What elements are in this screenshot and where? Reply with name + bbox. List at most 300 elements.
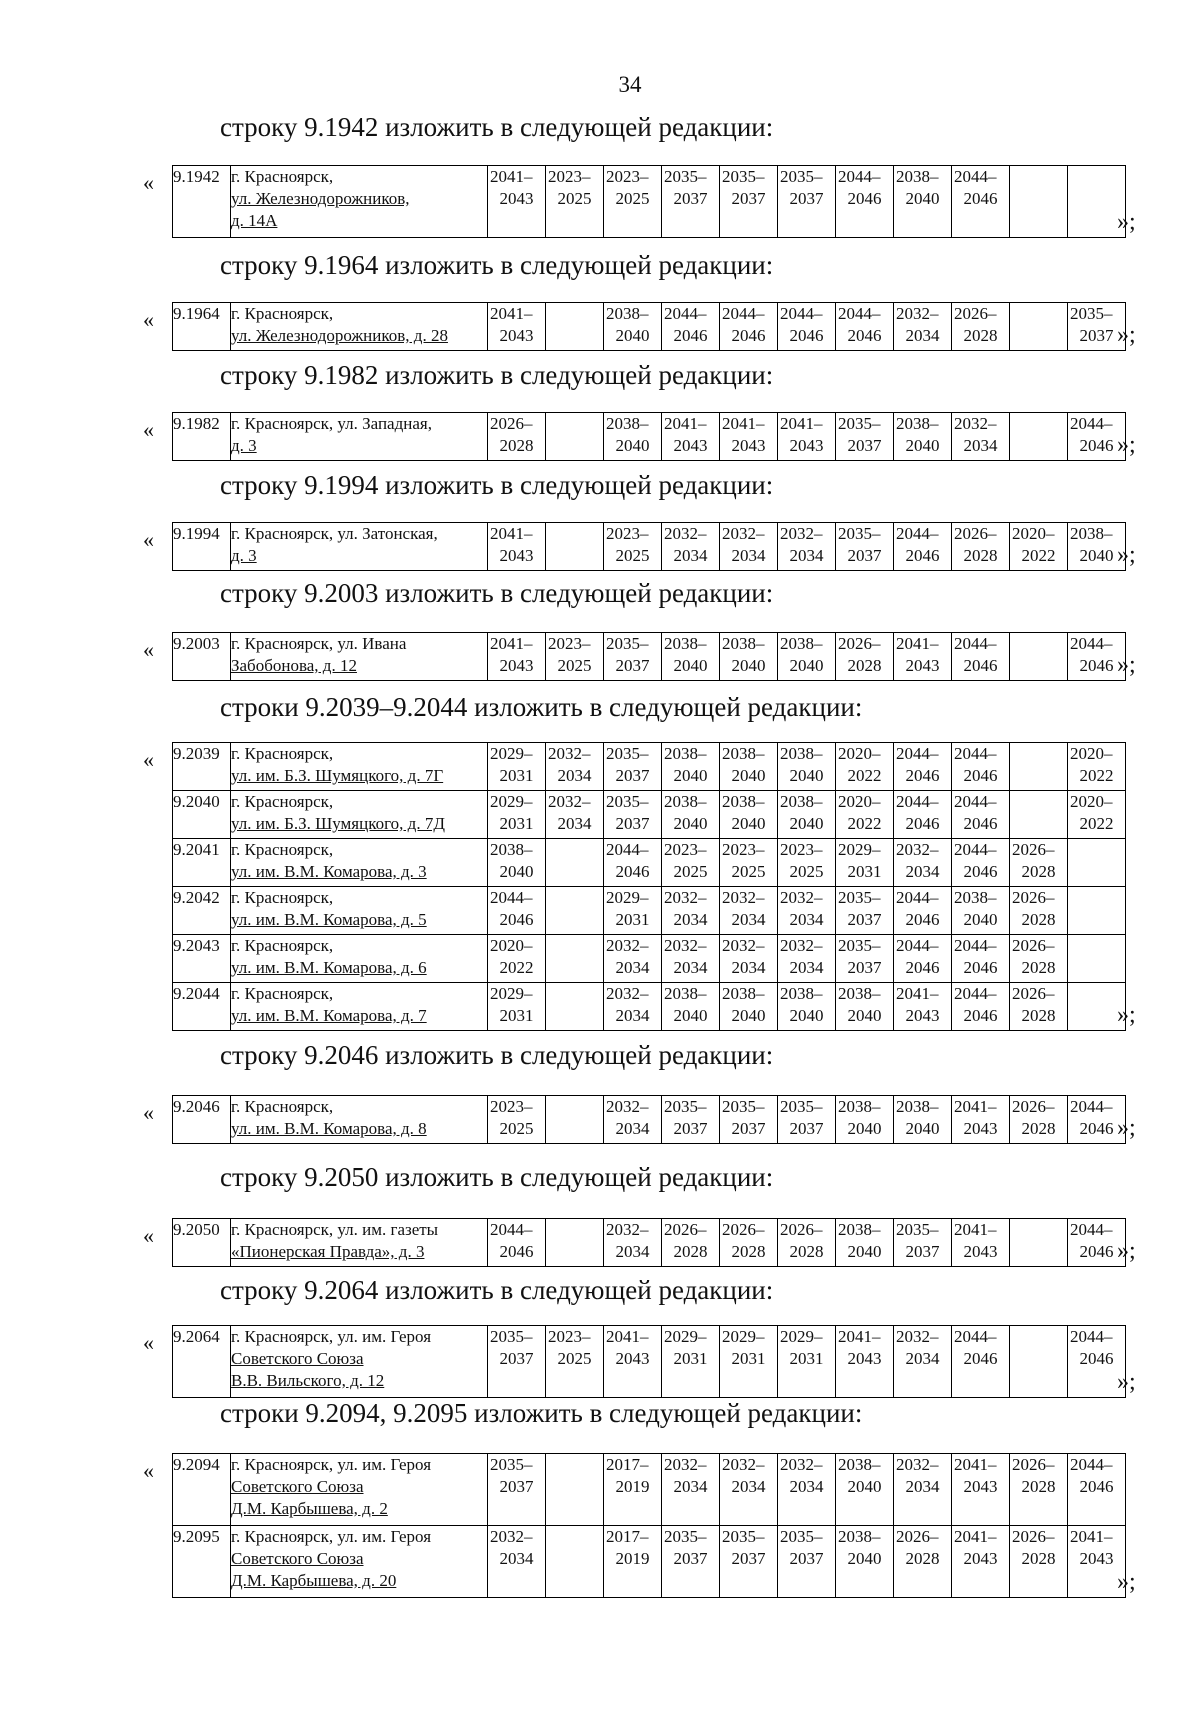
year-cell	[604, 983, 662, 1031]
address-line: В.В. Вильского, д. 12	[231, 1371, 385, 1390]
year-start: 2023–	[548, 167, 591, 186]
row-code: 9.2050	[173, 1219, 231, 1267]
year-end	[1010, 325, 1067, 347]
year-end: 2037	[615, 656, 650, 675]
address-line: Забобонова, д. 12	[231, 656, 357, 675]
year-end: 2046	[1079, 1349, 1114, 1368]
year-start: 2026–	[664, 1220, 707, 1239]
year-cell	[952, 1326, 1010, 1398]
year-end	[1010, 188, 1067, 210]
amendment-table	[172, 1325, 1126, 1398]
year-cell	[1010, 743, 1068, 791]
year-end: 2046	[963, 656, 998, 675]
year-start: 2038–	[490, 840, 533, 859]
year-start: 2023–	[780, 840, 823, 859]
year-end: 2034	[963, 436, 998, 455]
year-start: 2044–	[490, 1220, 533, 1239]
year-start: 2020–	[838, 744, 881, 763]
year-cell	[836, 1096, 894, 1144]
year-end: 2043	[963, 1549, 998, 1568]
year-start: 2029–	[490, 984, 533, 1003]
year-end: 2037	[673, 189, 708, 208]
year-cell	[604, 743, 662, 791]
address-line: г. Красноярск,	[231, 936, 334, 955]
year-start: 2020–	[838, 792, 881, 811]
year-cell	[836, 523, 894, 571]
year-cell	[604, 413, 662, 461]
year-start: 2026–	[954, 304, 997, 323]
year-end	[1010, 1348, 1067, 1370]
year-start: 2029–	[780, 1327, 823, 1346]
year-start: 2020–	[1012, 524, 1055, 543]
year-cell	[778, 1526, 836, 1598]
year-cell	[488, 1096, 546, 1144]
year-end: 2046	[847, 326, 882, 345]
year-start: 2038–	[838, 1527, 881, 1546]
year-start: 2044–	[954, 936, 997, 955]
year-end: 2043	[499, 189, 534, 208]
table-row	[173, 935, 1126, 983]
year-start: 2023–	[548, 1327, 591, 1346]
section-heading: строку 9.1942 изложить в следующей редакции:	[220, 112, 774, 142]
year-start: 2038–	[954, 888, 997, 907]
year-cell	[546, 633, 604, 681]
year-end: 2037	[789, 1119, 824, 1138]
year-cell	[546, 839, 604, 887]
year-cell	[1068, 791, 1126, 839]
year-end	[546, 1548, 603, 1570]
year-start: 2044–	[664, 304, 707, 323]
year-cell	[1010, 1326, 1068, 1398]
year-cell	[836, 983, 894, 1031]
row-code: 9.1942	[173, 166, 231, 238]
year-start: 2032–	[664, 1455, 707, 1474]
year-cell	[720, 935, 778, 983]
section-heading: строки 9.2039–9.2044 изложить в следующей редакции:	[220, 692, 863, 722]
amendment-table	[172, 632, 1126, 681]
year-start: 2041–	[838, 1327, 881, 1346]
year-end: 2046	[673, 326, 708, 345]
year-end	[546, 1005, 603, 1027]
year-end: 2046	[1079, 1477, 1114, 1496]
year-end: 2037	[731, 1119, 766, 1138]
year-cell	[488, 791, 546, 839]
year-start: 2038–	[722, 984, 765, 1003]
year-cell	[662, 413, 720, 461]
address-line: г. Красноярск,	[231, 840, 334, 859]
year-cell	[1068, 1454, 1126, 1526]
year-start: 2041–	[954, 1527, 997, 1546]
year-cell	[604, 887, 662, 935]
year-end: 2043	[905, 656, 940, 675]
close-quote: »;	[1117, 432, 1136, 458]
year-end: 2046	[905, 766, 940, 785]
year-cell	[546, 166, 604, 238]
close-quote: »;	[1117, 652, 1136, 678]
year-cell	[546, 1326, 604, 1398]
close-quote: »;	[1117, 1238, 1136, 1264]
year-start: 2035–	[606, 792, 649, 811]
year-cell	[1010, 166, 1068, 238]
open-quote: «	[143, 1330, 154, 1355]
year-end: 2037	[673, 1549, 708, 1568]
year-end: 2040	[615, 436, 650, 455]
year-cell	[836, 1454, 894, 1526]
year-cell	[720, 887, 778, 935]
year-cell	[546, 1096, 604, 1144]
year-start	[546, 935, 603, 957]
year-end: 2028	[1021, 910, 1056, 929]
year-cell	[720, 791, 778, 839]
year-cell	[662, 791, 720, 839]
year-cell	[778, 1096, 836, 1144]
table-row	[173, 1219, 1126, 1267]
year-end: 2028	[963, 326, 998, 345]
year-cell	[720, 1454, 778, 1526]
year-start: 2044–	[838, 304, 881, 323]
year-start: 2032–	[896, 1327, 939, 1346]
amendment-table	[172, 1453, 1126, 1598]
year-cell	[604, 166, 662, 238]
year-end: 2028	[905, 1549, 940, 1568]
address-line: ул. им. В.М. Комарова, д. 7	[231, 1006, 427, 1025]
year-cell	[894, 887, 952, 935]
year-end: 2034	[789, 1477, 824, 1496]
close-quote: »;	[1117, 1569, 1136, 1595]
year-start	[546, 1454, 603, 1476]
year-cell	[952, 1454, 1010, 1526]
year-end: 2040	[789, 1006, 824, 1025]
year-start	[1068, 887, 1125, 909]
year-end: 2031	[499, 1006, 534, 1025]
year-end: 2037	[731, 1549, 766, 1568]
year-start: 2035–	[664, 1097, 707, 1116]
section-heading: строки 9.2094, 9.2095 изложить в следующей редакции:	[220, 1398, 863, 1428]
year-start: 2035–	[838, 414, 881, 433]
year-start: 2041–	[954, 1097, 997, 1116]
year-cell	[894, 166, 952, 238]
year-end: 2022	[1079, 814, 1114, 833]
table-row	[173, 413, 1126, 461]
year-end: 2031	[789, 1349, 824, 1368]
year-end: 2028	[499, 436, 534, 455]
address-line: г. Красноярск, ул. Затонская,	[231, 524, 438, 543]
year-end: 2040	[847, 1006, 882, 1025]
year-end: 2034	[789, 958, 824, 977]
address-line: Советского Союза	[231, 1477, 364, 1496]
year-start: 2038–	[896, 414, 939, 433]
amendment-table	[172, 302, 1126, 351]
row-code: 9.1964	[173, 303, 231, 351]
year-start: 2026–	[780, 1220, 823, 1239]
table-row	[173, 1526, 1126, 1598]
year-end: 2046	[905, 910, 940, 929]
year-start: 2035–	[664, 167, 707, 186]
year-start: 2035–	[780, 1097, 823, 1116]
address-line: д. 3	[231, 436, 257, 455]
row-code: 9.2094	[173, 1454, 231, 1526]
year-cell	[604, 523, 662, 571]
row-address	[231, 1096, 488, 1144]
year-end: 2022	[499, 958, 534, 977]
year-cell	[720, 413, 778, 461]
row-code: 9.2046	[173, 1096, 231, 1144]
open-quote: «	[143, 1100, 154, 1125]
year-cell	[778, 1219, 836, 1267]
year-end: 2040	[499, 862, 534, 881]
year-cell	[1010, 413, 1068, 461]
year-end: 2028	[789, 1242, 824, 1261]
year-end: 2034	[731, 1477, 766, 1496]
year-cell	[604, 303, 662, 351]
year-end: 2025	[499, 1119, 534, 1138]
year-end: 2034	[905, 862, 940, 881]
year-start: 2038–	[722, 744, 765, 763]
year-start: 2044–	[1070, 1455, 1113, 1474]
year-cell	[952, 839, 1010, 887]
year-cell	[894, 1326, 952, 1398]
year-start: 2044–	[896, 888, 939, 907]
year-end: 2031	[847, 862, 882, 881]
year-end: 2037	[905, 1242, 940, 1261]
open-quote: «	[143, 170, 154, 195]
year-end: 2025	[615, 546, 650, 565]
year-cell	[662, 523, 720, 571]
year-start	[1010, 1219, 1067, 1241]
address-line: г. Красноярск,	[231, 792, 334, 811]
year-cell	[604, 1526, 662, 1598]
year-cell	[662, 887, 720, 935]
open-quote: «	[143, 1458, 154, 1483]
year-cell	[662, 743, 720, 791]
amendment-table	[172, 1095, 1126, 1144]
year-cell	[836, 887, 894, 935]
year-cell	[662, 1326, 720, 1398]
year-end: 2046	[1079, 1119, 1114, 1138]
year-start: 2038–	[780, 744, 823, 763]
year-start: 2017–	[606, 1455, 649, 1474]
year-cell	[1010, 839, 1068, 887]
table-row	[173, 743, 1126, 791]
row-code: 9.2003	[173, 633, 231, 681]
year-cell	[488, 1454, 546, 1526]
year-start: 2020–	[490, 936, 533, 955]
year-start: 2026–	[1012, 1455, 1055, 1474]
year-start: 2038–	[664, 744, 707, 763]
year-cell	[720, 1326, 778, 1398]
year-start	[1068, 839, 1125, 861]
address-line: г. Красноярск, ул. Ивана	[231, 634, 407, 653]
row-address	[231, 1326, 488, 1398]
year-end: 2037	[847, 910, 882, 929]
year-start: 2029–	[838, 840, 881, 859]
year-start: 2041–	[722, 414, 765, 433]
year-start: 2044–	[896, 936, 939, 955]
year-cell	[778, 839, 836, 887]
row-code: 9.2043	[173, 935, 231, 983]
year-start: 2029–	[606, 888, 649, 907]
amendment-table	[172, 165, 1126, 238]
year-cell	[488, 1526, 546, 1598]
year-end: 2028	[1021, 958, 1056, 977]
row-address	[231, 523, 488, 571]
year-cell	[894, 523, 952, 571]
year-start: 2038–	[896, 167, 939, 186]
year-start	[1068, 935, 1125, 957]
year-end: 2019	[615, 1549, 650, 1568]
year-cell	[662, 1219, 720, 1267]
year-start: 2029–	[490, 744, 533, 763]
year-cell	[836, 743, 894, 791]
year-start: 2035–	[490, 1327, 533, 1346]
year-start	[1010, 743, 1067, 765]
year-cell	[778, 166, 836, 238]
year-end: 2034	[499, 1549, 534, 1568]
year-cell	[488, 743, 546, 791]
year-end: 2040	[789, 814, 824, 833]
year-cell	[952, 523, 1010, 571]
year-start: 2026–	[1012, 1097, 1055, 1116]
year-start: 2023–	[548, 634, 591, 653]
year-end: 2034	[905, 326, 940, 345]
year-end: 2037	[499, 1477, 534, 1496]
row-address	[231, 413, 488, 461]
address-line: д. 3	[231, 546, 257, 565]
year-end	[546, 909, 603, 931]
year-start	[546, 1219, 603, 1241]
year-start: 2032–	[722, 1455, 765, 1474]
year-end: 2022	[847, 766, 882, 785]
table-row	[173, 303, 1126, 351]
year-end: 2037	[789, 1549, 824, 1568]
year-start: 2032–	[664, 888, 707, 907]
year-start: 2026–	[490, 414, 533, 433]
address-line: г. Красноярск, ул. им. газеты	[231, 1220, 439, 1239]
year-start: 2044–	[722, 304, 765, 323]
year-cell	[836, 633, 894, 681]
year-cell	[894, 1096, 952, 1144]
year-start: 2038–	[664, 984, 707, 1003]
year-cell	[1010, 1096, 1068, 1144]
year-cell	[952, 166, 1010, 238]
year-end: 2046	[905, 814, 940, 833]
year-start: 2041–	[490, 634, 533, 653]
year-end: 2037	[499, 1349, 534, 1368]
year-start: 2032–	[780, 524, 823, 543]
year-start: 2041–	[780, 414, 823, 433]
year-start	[1010, 166, 1067, 188]
address-line: ул. им. Б.З. Шумяцкого, д. 7Г	[231, 766, 444, 785]
year-cell	[836, 839, 894, 887]
year-start	[1010, 303, 1067, 325]
year-cell	[1010, 791, 1068, 839]
year-start: 2044–	[896, 744, 939, 763]
year-cell	[488, 1219, 546, 1267]
year-cell	[546, 743, 604, 791]
row-code: 9.2064	[173, 1326, 231, 1398]
year-end: 2022	[1021, 546, 1056, 565]
year-cell	[488, 523, 546, 571]
year-end	[1068, 957, 1125, 979]
address-line: г. Красноярск, ул. им. Героя	[231, 1455, 432, 1474]
year-cell	[1010, 1219, 1068, 1267]
year-end	[1068, 188, 1125, 210]
year-cell	[604, 935, 662, 983]
year-cell	[836, 166, 894, 238]
year-cell	[1068, 743, 1126, 791]
year-start: 2026–	[1012, 936, 1055, 955]
year-start: 2026–	[1012, 840, 1055, 859]
year-cell	[488, 887, 546, 935]
year-start: 2029–	[664, 1327, 707, 1346]
address-line: г. Красноярск,	[231, 984, 334, 1003]
year-cell	[604, 1454, 662, 1526]
open-quote: «	[143, 637, 154, 662]
amendment-table	[172, 412, 1126, 461]
year-cell	[604, 1326, 662, 1398]
page-number: 34	[618, 72, 642, 97]
year-start: 2038–	[722, 792, 765, 811]
year-start: 2044–	[606, 840, 649, 859]
year-start: 2020–	[1070, 792, 1113, 811]
year-cell	[488, 166, 546, 238]
year-start: 2044–	[780, 304, 823, 323]
year-start: 2044–	[1070, 1097, 1113, 1116]
year-cell	[836, 1526, 894, 1598]
year-start: 2032–	[606, 1097, 649, 1116]
year-start: 2035–	[838, 936, 881, 955]
year-end: 2040	[673, 814, 708, 833]
year-cell	[720, 523, 778, 571]
year-end	[1010, 765, 1067, 787]
year-start: 2026–	[838, 634, 881, 653]
year-cell	[894, 983, 952, 1031]
table-row	[173, 983, 1126, 1031]
year-start: 2023–	[606, 167, 649, 186]
year-end: 2046	[1079, 436, 1114, 455]
year-cell	[836, 413, 894, 461]
year-start: 2041–	[490, 167, 533, 186]
row-address	[231, 935, 488, 983]
year-end	[546, 1118, 603, 1140]
year-start: 2038–	[780, 792, 823, 811]
row-code: 9.2041	[173, 839, 231, 887]
year-start: 2035–	[780, 167, 823, 186]
year-start: 2035–	[838, 888, 881, 907]
year-end: 2043	[847, 1349, 882, 1368]
year-cell	[778, 791, 836, 839]
year-start: 2041–	[896, 634, 939, 653]
address-line: г. Красноярск, ул. им. Героя	[231, 1527, 432, 1546]
year-start: 2032–	[954, 414, 997, 433]
close-quote: »;	[1117, 209, 1136, 235]
year-end: 2043	[499, 546, 534, 565]
year-start: 2044–	[954, 792, 997, 811]
year-start: 2044–	[954, 1327, 997, 1346]
year-cell	[546, 935, 604, 983]
year-cell	[720, 303, 778, 351]
table-row	[173, 166, 1126, 238]
year-end: 2025	[731, 862, 766, 881]
year-start: 2044–	[954, 984, 997, 1003]
year-start: 2035–	[722, 1527, 765, 1546]
year-end: 2031	[673, 1349, 708, 1368]
year-end: 2028	[847, 656, 882, 675]
year-end: 2031	[731, 1349, 766, 1368]
year-cell	[720, 1526, 778, 1598]
year-end: 2040	[673, 656, 708, 675]
year-start: 2032–	[606, 936, 649, 955]
